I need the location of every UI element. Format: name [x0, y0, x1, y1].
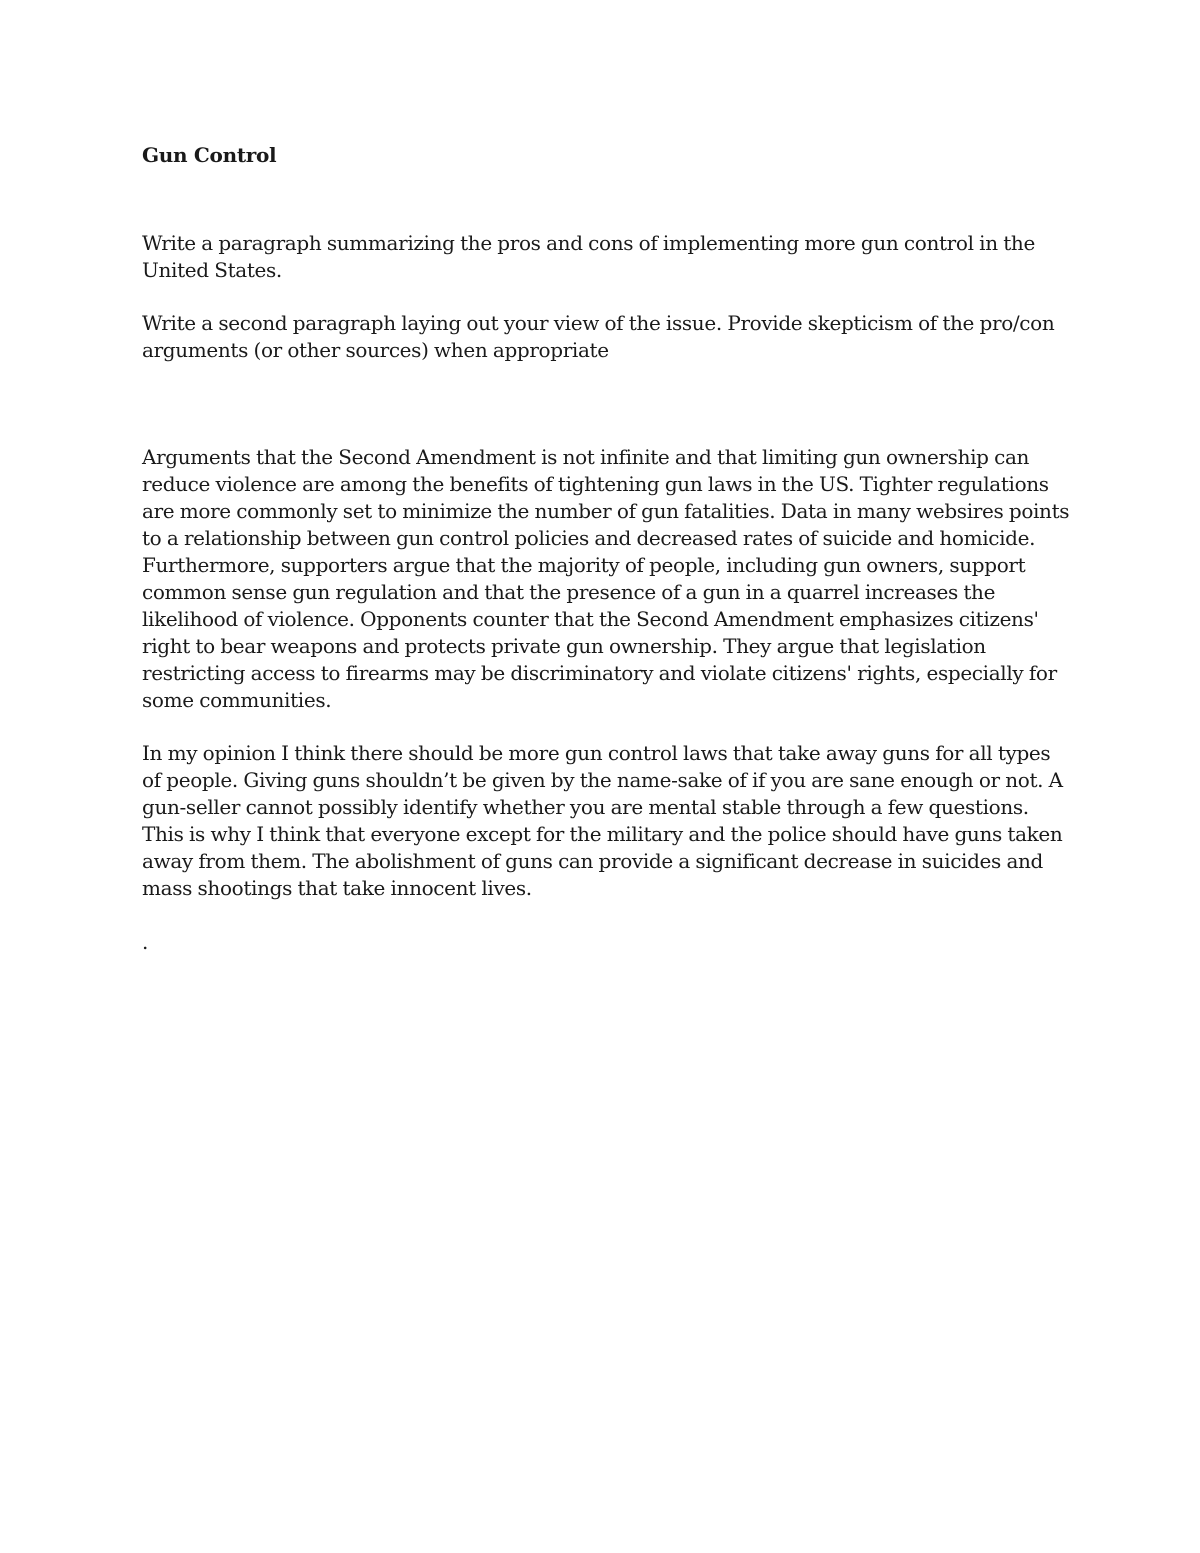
answer-paragraph-1: Arguments that the Second Amendment is not infinite and that limiting gun ownership can reduce violence are among the benefits of tightening gun laws in the US. Tighter regulations are more commonly set to minimize the number of gun fatalities. Data in many websires points to a relationship between gun control policies and decreased rates of suicide and homicide. Furthermore, supporters argue that the majority of people, including gun owners, support common sense gun regulation and that the presence of a gun in a quarrel increases the likelihood of violence. Opponents counter that the Second Amendment emphasizes citizens' right to bear weapons and protects private gun ownership. They argue that legislation restricting access to firearms may be discriminatory and violate citizens' rights, especially for some communities.: [142, 445, 1070, 712]
document-title: Gun Control: [142, 143, 277, 167]
document-body: [142, 140, 1072, 976]
answer-paragraph-2: In my opinion I think there should be more gun control laws that take away guns for all types of people. Giving guns shouldn’t be given by the name-sake of if you are sane enough or not. A gun-seller cannot possibly identify whether you are mental stable through a few questions. This is why I think that everyone except for the military and the police should have guns taken away from them. The abolishment of guns can provide a significant decrease in suicides and mass shootings that take innocent lives.: [142, 741, 1063, 900]
trailing-period: .: [142, 930, 149, 954]
prompt-paragraph-1: Write a paragraph summarizing the pros and cons of implementing more gun control in the United States.: [142, 231, 1035, 282]
prompt-paragraph-2: Write a second paragraph laying out your view of the issue. Provide skepticism of the pro/con arguments (or other sources) when appropriate: [142, 311, 1055, 362]
